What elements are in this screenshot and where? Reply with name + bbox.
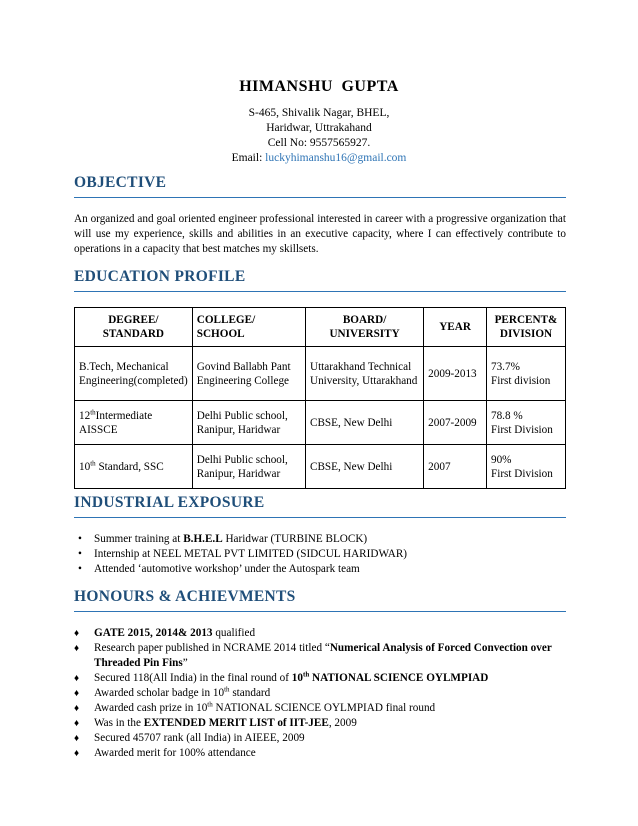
degree-text: 10 bbox=[79, 460, 91, 473]
list-item bbox=[74, 716, 566, 731]
honours-section bbox=[74, 588, 566, 761]
table-row bbox=[75, 445, 566, 489]
board-cell: Uttarakhand Technical University, Uttarakhand bbox=[305, 347, 423, 401]
college-cell: Govind Ballabh Pant Engineering College bbox=[192, 347, 305, 401]
superscript-text: th bbox=[207, 700, 213, 709]
year-cell: 2007-2009 bbox=[424, 401, 487, 445]
list-item bbox=[78, 547, 566, 562]
list-item bbox=[74, 731, 566, 746]
honours-list bbox=[74, 626, 566, 761]
degree-text: B.Tech, Mechanical Engineering(completed) bbox=[79, 360, 188, 387]
board-cell: CBSE, New Delhi bbox=[305, 445, 423, 489]
item-text-bold: B.H.E.L bbox=[183, 533, 223, 545]
item-text: Awarded scholar badge in 10 bbox=[94, 687, 225, 699]
division-value: First Division bbox=[490, 467, 553, 480]
address-line-1: S-465, Shivalik Nagar, BHEL, bbox=[248, 107, 390, 119]
degree-text-rest: Standard, SSC bbox=[95, 460, 164, 473]
diamond-bullet: ♦ bbox=[74, 733, 80, 744]
objective-section bbox=[74, 174, 566, 256]
objective-text: An organized and goal oriented engineer professional interested in career with a progressive organization that will use my experience, skills and abilities in an executive capacity, where I can effectively contribute to operations in a capacity that best matches my skillsets. bbox=[74, 213, 566, 255]
item-text: Numerical Analysis of Forced Convection over Threaded Pin Fins bbox=[94, 642, 552, 669]
item-text: , 2009 bbox=[328, 717, 357, 729]
list-item bbox=[74, 746, 566, 761]
superscript-text: th bbox=[224, 685, 230, 694]
list-item bbox=[74, 685, 566, 701]
degree-superscript: th bbox=[90, 407, 96, 416]
item-text: Summer training at bbox=[94, 533, 184, 545]
section-title-industrial: INDUSTRIAL EXPOSURE bbox=[74, 494, 566, 518]
degree-cell bbox=[75, 445, 193, 489]
bullet-dot: • bbox=[78, 548, 82, 560]
list-item bbox=[78, 532, 566, 547]
col-header-degree: DEGREE/ STANDARD bbox=[75, 308, 193, 347]
section-title-education: EDUCATION PROFILE bbox=[74, 268, 566, 292]
diamond-bullet: ♦ bbox=[74, 688, 80, 699]
percent-value: 73.7% bbox=[490, 360, 520, 373]
bullet-dot: • bbox=[78, 533, 82, 545]
col-header-percent: PERCENT& DIVISION bbox=[486, 308, 565, 347]
degree-text: 12 bbox=[79, 409, 91, 422]
item-text: qualified bbox=[212, 627, 256, 639]
item-text: Research paper published in NCRAME 2014 titled “ bbox=[94, 642, 330, 654]
diamond-bullet: ♦ bbox=[74, 718, 80, 729]
list-item bbox=[74, 641, 566, 671]
email-line bbox=[0, 151, 638, 166]
phone-number: Cell No: 9557565927. bbox=[267, 137, 371, 149]
item-text: Was in the bbox=[94, 717, 144, 729]
diamond-bullet: ♦ bbox=[74, 643, 80, 654]
section-title-honours: HONOURS & ACHIEVMENTS bbox=[74, 588, 566, 612]
college-cell: Delhi Public school, Ranipur, Haridwar bbox=[192, 445, 305, 489]
division-value: First division bbox=[490, 374, 551, 387]
address-line-2: Haridwar, Uttrakahand bbox=[266, 122, 372, 134]
diamond-bullet: ♦ bbox=[74, 748, 80, 759]
list-item bbox=[74, 670, 566, 686]
item-text: NATIONAL SCIENCE OYLMPIAD bbox=[309, 672, 489, 684]
resume-header bbox=[0, 78, 638, 166]
percent-cell bbox=[486, 347, 565, 401]
diamond-bullet: ♦ bbox=[74, 673, 80, 684]
diamond-bullet: ♦ bbox=[74, 703, 80, 714]
industrial-section bbox=[74, 494, 566, 577]
section-title-objective: OBJECTIVE bbox=[74, 174, 566, 198]
college-cell: Delhi Public school, Ranipur, Haridwar bbox=[192, 401, 305, 445]
table-row bbox=[75, 347, 566, 401]
degree-cell bbox=[75, 347, 193, 401]
percent-cell bbox=[486, 445, 565, 489]
item-text: Secured 118(All India) in the final round of bbox=[94, 672, 292, 684]
item-text: Awarded merit for 100% attendance bbox=[94, 747, 256, 759]
item-text: ” bbox=[182, 657, 188, 669]
col-header-year: YEAR bbox=[424, 308, 487, 347]
division-value: First Division bbox=[490, 423, 553, 436]
item-text: Awarded cash prize in 10 bbox=[94, 702, 208, 714]
item-text: standard bbox=[229, 687, 271, 699]
bullet-dot: • bbox=[78, 563, 82, 575]
item-text: Internship at NEEL METAL PVT LIMITED (SIDCUL HARIDWAR) bbox=[94, 548, 408, 560]
diamond-bullet: ♦ bbox=[74, 628, 80, 639]
col-header-college: COLLEGE/ SCHOOL bbox=[192, 308, 305, 347]
item-text: GATE 2015, 2014& 2013 bbox=[94, 627, 213, 639]
table-row bbox=[75, 401, 566, 445]
item-text: Secured 45707 rank (all India) in AIEEE, 2009 bbox=[94, 732, 305, 744]
percent-value: 90% bbox=[490, 453, 512, 466]
degree-cell bbox=[75, 401, 193, 445]
degree-text-rest: Intermediate AISSCE bbox=[79, 409, 153, 436]
item-text: Attended ‘automotive workshop’ under the Autospark team bbox=[94, 563, 360, 575]
education-section bbox=[74, 268, 566, 489]
education-table bbox=[74, 307, 566, 489]
list-item bbox=[74, 700, 566, 716]
year-cell: 2009-2013 bbox=[424, 347, 487, 401]
email-link[interactable]: luckyhimanshu16@gmail.com bbox=[265, 152, 407, 164]
item-text: EXTENDED MERIT LIST of IIT-JEE bbox=[143, 717, 329, 729]
degree-superscript: th bbox=[90, 458, 96, 467]
industrial-list bbox=[74, 532, 566, 577]
list-item bbox=[74, 626, 566, 641]
percent-value: 78.8 % bbox=[490, 409, 523, 422]
superscript-text: th bbox=[302, 670, 310, 679]
col-header-board: BOARD/ UNIVERSITY bbox=[305, 308, 423, 347]
year-cell: 2007 bbox=[424, 445, 487, 489]
item-text: 10 bbox=[291, 672, 303, 684]
item-text: NATIONAL SCIENCE OYLMPIAD final round bbox=[212, 702, 436, 714]
list-item bbox=[78, 562, 566, 577]
education-header-row bbox=[75, 308, 566, 347]
candidate-name: HIMANSHU GUPTA bbox=[239, 78, 399, 95]
email-label: Email: bbox=[231, 152, 266, 164]
item-text: Haridwar (TURBINE BLOCK) bbox=[222, 533, 368, 545]
percent-cell bbox=[486, 401, 565, 445]
board-cell: CBSE, New Delhi bbox=[305, 401, 423, 445]
